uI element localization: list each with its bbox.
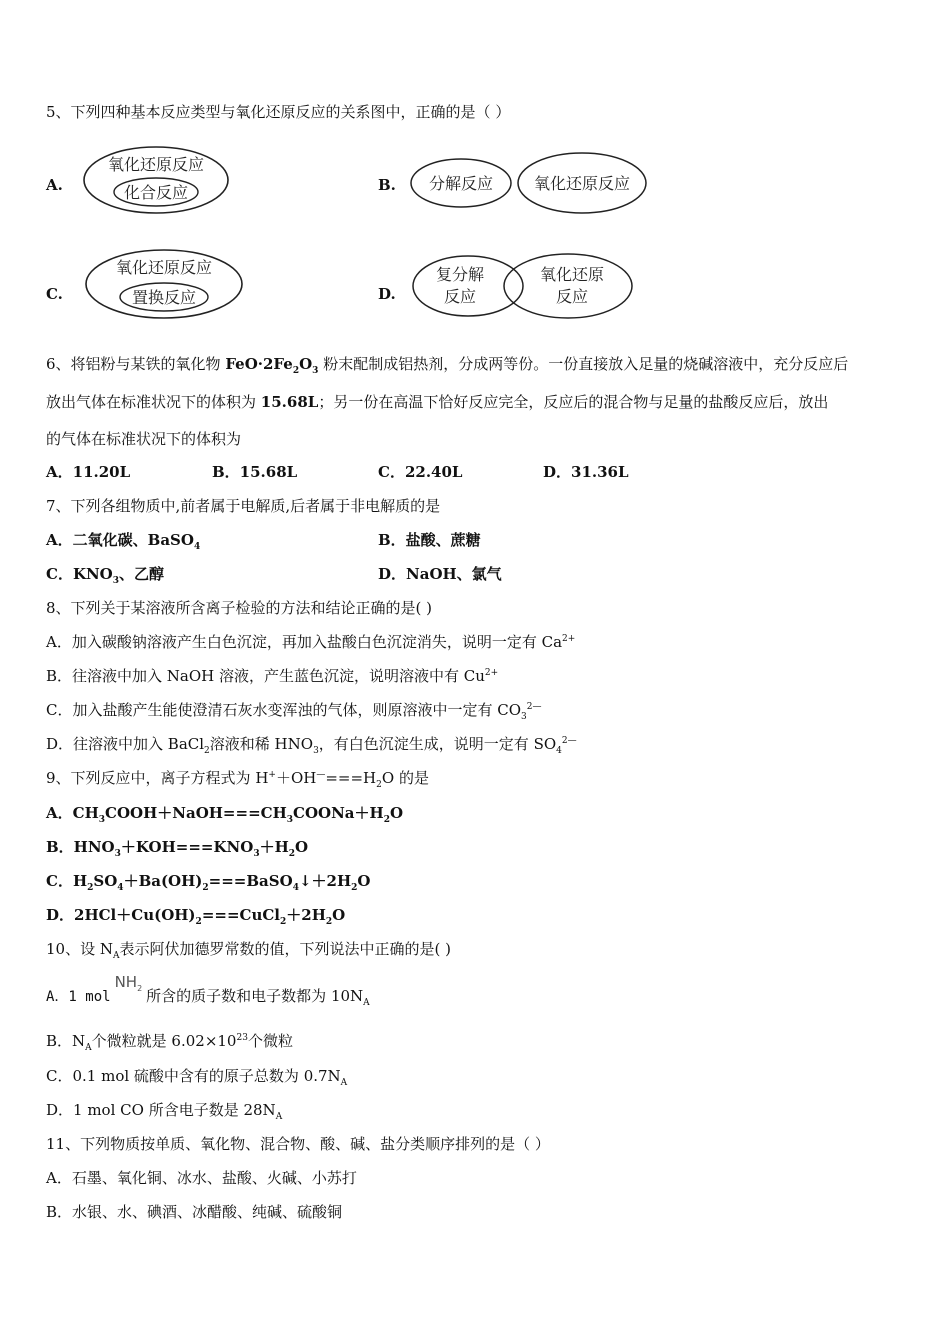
q7-stem: 7、下列各组物质中,前者属于电解质,后者属于非电解质的是 [46, 497, 441, 515]
q11-stem: 11、下列物质按单质、氧化物、混合物、酸、碱、盐分类顺序排列的是（ ） [46, 1135, 550, 1153]
q6-option-a: A．11.20L [46, 463, 131, 481]
q5-a-inner-label: 化合反应 [123, 183, 189, 202]
q5-d-right-l2: 反应 [555, 287, 589, 306]
q5-diagram-d [410, 252, 640, 324]
q8-option-c: C．加入盐酸产生能使澄清石灰水变浑浊的气体，则原溶液中一定有 $CO_3^{2—}$ [46, 701, 542, 722]
q5-option-b-label: B. [378, 176, 396, 194]
q8-option-b: B．往溶液中加入 NaOH 溶液，产生蓝色沉淀，说明溶液中有 $Cu^{2+}$ [46, 667, 499, 685]
q6-line-2: 放出气体在标准状况下的体积为 15.68L；另一份在高温下恰好反应完全，反应后的混合物与足量的盐酸反应后，放出 [46, 393, 829, 411]
q6-option-c: C．22.40L [378, 463, 463, 481]
q5-stem: 5、下列四种基本反应类型与氧化还原反应的关系图中，正确的是（ ） [46, 103, 511, 121]
q7-option-b: B．盐酸、蔗糖 [378, 531, 481, 549]
q11-option-a: A．石墨、氧化铜、冰水、盐酸、火碱、小苏打 [46, 1169, 357, 1187]
q5-option-d-label: D. [378, 285, 396, 303]
q10-option-d: D．1 mol CO 所含电子数是 $28N_A$ [46, 1101, 283, 1122]
q6-line-3: 的气体在标准状况下的体积为 [46, 430, 242, 448]
q10-option-a: A．1 molNH$_2$ 所含的质子数和电子数都为 $10N_A$ [46, 973, 370, 1008]
q5-d-left-l1: 复分解 [435, 265, 485, 284]
q8-stem: 8、下列关于某溶液所含离子检验的方法和结论正确的是( ) [46, 599, 433, 617]
q5-diagram-a [80, 140, 240, 220]
q11-option-b: B．水银、水、碘酒、冰醋酸、纯碱、硫酸铜 [46, 1203, 343, 1221]
q5-c-outer-label: 氧化还原反应 [115, 258, 213, 277]
q5-a-outer-label: 氧化还原反应 [107, 155, 205, 174]
q5-diagram-b [405, 148, 655, 220]
q9-option-c: C．$H_2SO_4+Ba(OH)_2===BaSO_4↓+2H_2O$ [46, 872, 371, 893]
q6-option-b: B．15.68L [212, 463, 298, 481]
q5-diagram-c [82, 246, 252, 326]
q5-b-right-label: 氧化还原反应 [533, 174, 631, 193]
q5-option-c-label: C. [46, 285, 63, 303]
q7-option-c: C．$KNO_3$、乙醇 [46, 565, 165, 586]
nh2-ion: $NH_2$ [114, 973, 143, 993]
q5-c-inner-label: 置换反应 [131, 288, 197, 307]
q5-option-a-label: A. [46, 176, 63, 194]
q7-option-a: A．二氧化碳、BaSO$_4$ [46, 531, 201, 552]
q10-option-b: B．$N_A$个微粒就是 $6.02\times 10^{23}$个微粒 [46, 1032, 293, 1053]
q6-option-d: D．31.36L [543, 463, 629, 481]
q7-option-d: D．NaOH、氯气 [378, 565, 502, 583]
q5-d-right-l1: 氧化还原 [539, 265, 605, 284]
q9-stem: 9、下列反应中，离子方程式为 $H^++OH^—===H_2O$ 的是 [46, 769, 429, 790]
q8-option-a: A．加入碳酸钠溶液产生白色沉淀，再加入盐酸白色沉淀消失，说明一定有 $Ca^{2+}$ [46, 633, 576, 651]
q8-option-d: D．往溶液中加入 BaCl$_2$溶液和稀 $HNO_3$，有白色沉淀生成，说明一定有 $SO_4^{2—}$ [46, 735, 577, 756]
q9-option-a: A．$CH_3COOH+NaOH===CH_3COONa+H_2O$ [46, 804, 404, 825]
q5-d-left-l2: 反应 [443, 287, 477, 306]
q9-option-d: D．$2HCl+Cu(OH)_2===CuCl_2+2H_2O$ [46, 906, 346, 927]
q5-b-left-label: 分解反应 [428, 174, 494, 193]
q9-option-b: B．$HNO_3+KOH===KNO_3+H_2O$ [46, 838, 309, 859]
q10-stem: 10、设 $N_A$表示阿伏加德罗常数的值，下列说法中正确的是( ) [46, 940, 451, 961]
q6-line-1: 6、将铝粉与某铁的氧化物 $FeO\cdot 2Fe_2O_3$ 粉末配制成铝热剂，分成两等份。一份直接放入足量的烧碱溶液中，充分反应后 [46, 355, 849, 376]
q10-option-c: C．0.1 mol 硫酸中含有的原子总数为 $0.7N_A$ [46, 1067, 348, 1088]
